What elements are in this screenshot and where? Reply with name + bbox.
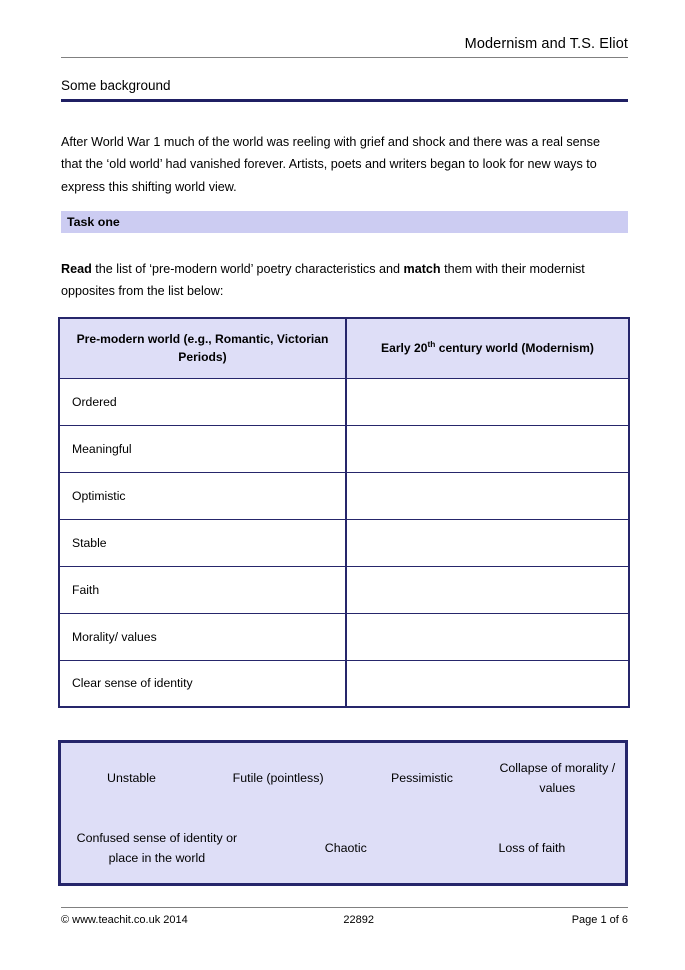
task-banner (61, 211, 628, 233)
instruction-text-1: the list of ‘pre-modern world’ poetry characteristics and (91, 261, 404, 276)
header-divider (61, 57, 628, 58)
cell-premodern: Stable (59, 519, 346, 566)
intro-paragraph: After World War 1 much of the world was reeling with grief and shock and there was a real sense that the ‘old world’ had vanished forever. Artists, poets and writers began to look for new ways to express this shifting world view. (61, 134, 600, 194)
table-row (59, 660, 629, 707)
cell-modern-answer[interactable] (346, 378, 629, 425)
cell-premodern: Morality/ values (59, 613, 346, 660)
word-bank-item[interactable]: Unstable (107, 771, 156, 785)
task-instruction (61, 258, 624, 303)
table-row (59, 613, 629, 660)
document-header (61, 34, 628, 58)
table-row (59, 472, 629, 519)
cell-modern-answer[interactable] (346, 660, 629, 707)
footer-row (61, 914, 628, 926)
table-row (59, 425, 629, 472)
matching-table-body (59, 378, 629, 707)
cell-premodern: Clear sense of identity (59, 660, 346, 707)
cell-modern-answer[interactable] (346, 519, 629, 566)
word-bank-item[interactable]: Pessimistic (390, 771, 453, 785)
table-header-modernism (346, 318, 629, 378)
word-bank-row-2 (61, 828, 625, 868)
task-banner-label: Task one (67, 215, 120, 229)
cell-premodern: Meaningful (59, 425, 346, 472)
cell-modern-answer[interactable] (346, 425, 629, 472)
section-heading-block (61, 76, 628, 102)
word-bank-item[interactable]: Collapse of morality / values (499, 761, 616, 795)
footer-page-number: Page 1 of 6 (571, 914, 628, 926)
table-row (59, 519, 629, 566)
table-row (59, 378, 629, 425)
document-footer (61, 907, 628, 926)
table-header-premodern: Pre-modern world (e.g., Romantic, Victorian Periods) (59, 318, 346, 378)
instruction-text-2: them with their modernist opposites from the list below: (61, 261, 585, 299)
footer-divider (61, 907, 628, 908)
word-bank-item[interactable]: Loss of faith (498, 841, 566, 855)
instruction-keyword-match: match (403, 261, 441, 276)
word-bank-row-1 (61, 758, 625, 798)
header-modern-pre: Early 20 (381, 341, 428, 356)
word-bank-item[interactable]: Futile (pointless) (232, 771, 324, 785)
document-header-title: Modernism and T.S. Eliot (464, 36, 628, 52)
footer-document-id: 22892 (343, 914, 374, 926)
matching-table (58, 317, 630, 708)
cell-modern-answer[interactable] (346, 472, 629, 519)
word-bank (58, 740, 628, 886)
table-header-row (59, 318, 629, 378)
footer-copyright: © www.teachit.co.uk 2014 (61, 914, 188, 926)
table-row (59, 566, 629, 613)
cell-premodern: Faith (59, 566, 346, 613)
cell-modern-answer[interactable] (346, 566, 629, 613)
header-modern-superscript: th (427, 339, 436, 350)
cell-modern-answer[interactable] (346, 613, 629, 660)
section-title: Some background (61, 78, 171, 93)
cell-premodern: Ordered (59, 378, 346, 425)
instruction-keyword-read: Read (61, 261, 92, 276)
word-bank-item[interactable]: Chaotic (324, 841, 367, 855)
cell-premodern: Optimistic (59, 472, 346, 519)
word-bank-item[interactable]: Confused sense of identity or place in the world (76, 831, 238, 865)
section-divider (61, 99, 628, 102)
header-modern-post: century world (Modernism) (435, 341, 594, 356)
